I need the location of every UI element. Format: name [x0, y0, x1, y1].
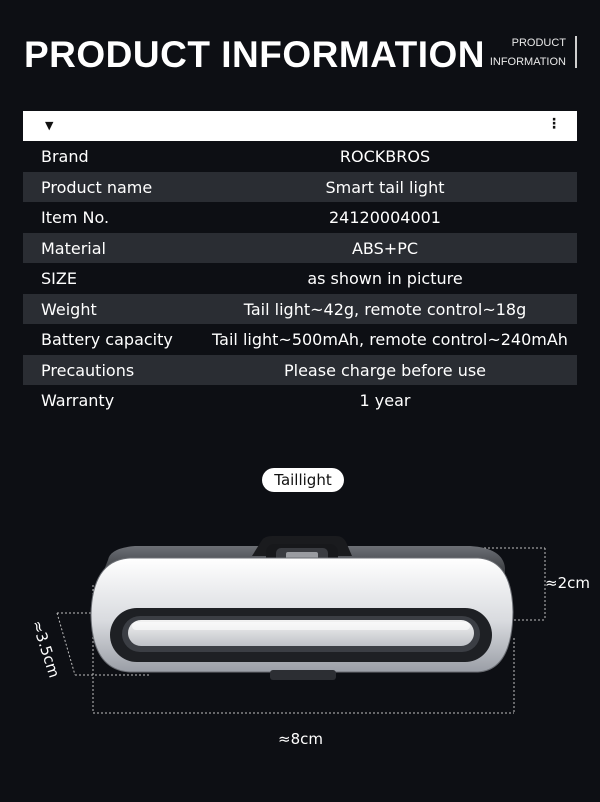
caret-down-icon[interactable]: ▼: [45, 119, 54, 132]
spec-label: Material: [41, 238, 106, 258]
header: [0, 0, 600, 110]
spec-value: Tail light~42g, remote control~18g: [243, 299, 527, 319]
spec-label: Precautions: [41, 360, 135, 380]
spec-label: Battery capacity: [41, 330, 173, 349]
table-row: [23, 385, 577, 416]
table-row: [23, 202, 577, 233]
spec-label: Product name: [41, 177, 153, 197]
height-dimension-label: ≈2cm: [545, 574, 590, 592]
table-row: [23, 263, 577, 294]
spec-table: [23, 111, 577, 416]
spec-label: Weight: [41, 299, 97, 319]
table-row: [23, 324, 577, 355]
spec-label: SIZE: [41, 269, 77, 288]
more-vertical-icon[interactable]: ⋮: [547, 116, 561, 132]
spec-value: as shown in picture: [307, 269, 463, 288]
table-row: [23, 233, 577, 264]
spec-label: Item No.: [41, 208, 110, 227]
side-title-line2: INFORMATION: [489, 56, 566, 68]
depth-dimension-label: ≈3.5cm: [27, 618, 64, 680]
spec-label: Brand: [41, 147, 89, 166]
spec-value: ABS+PC: [351, 238, 419, 258]
side-title-divider: [575, 36, 577, 68]
table-row: [23, 141, 577, 172]
table-row: [23, 355, 577, 386]
spec-value: Please charge before use: [283, 360, 487, 380]
table-row: [23, 294, 577, 325]
spec-label: Warranty: [41, 391, 115, 410]
side-title-line1: PRODUCT: [511, 37, 566, 49]
spec-value: Tail light~500mAh, remote control~240mAh: [212, 330, 568, 349]
spec-value: 1 year: [359, 391, 411, 410]
table-toolbar: [23, 111, 577, 141]
taillight-illustration: [0, 520, 600, 802]
spec-value: Smart tail light: [325, 177, 445, 197]
page-title: PRODUCT INFORMATION: [24, 34, 485, 75]
spec-value: ROCKBROS: [339, 147, 431, 166]
taillight-badge: Taillight: [262, 468, 344, 492]
side-title: [478, 34, 566, 72]
table-row: [23, 172, 577, 203]
spec-value: 24120004001: [329, 208, 441, 227]
width-dimension-label: ≈8cm: [278, 730, 323, 748]
